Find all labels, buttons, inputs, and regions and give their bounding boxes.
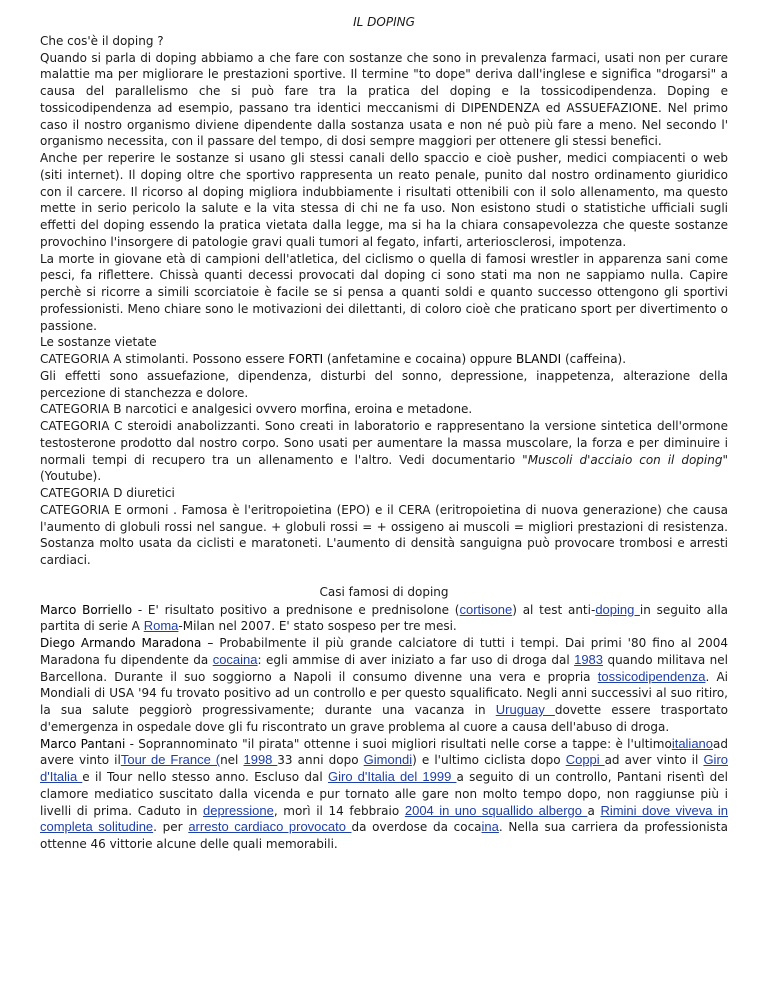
intro-paragraph-2: Anche per reperire le sostanze si usano gli stessi canali dello spaccio e cioè pusher, medici compiacenti o web (siti internet). Il doping oltre che sportivo rappresenta un reato penale, punito dal nostro ordinamento giuridico con il carcere. Il ricorso al doping migliora indubbiamente i risultati ottenibili con il solo allenamento, ma questo mette in serio pericolo la salute e la vita stessa di chi ne fa uso. Non esistono studi o statistiche ufficiali sugli effetti del doping essendo la pratica vietata dalla legge, ma si ha la chiara consapevolezza che queste sostanze provochino l'insorgere di patologie gravi quali tumori al fegato, infarti, arteriosclerosi, impotenza. — [40, 151, 728, 249]
link-giro-d-italia[interactable]: Giro d'Italia — [40, 752, 728, 784]
link-italiano[interactable]: italiano — [671, 735, 714, 751]
maradona-name: Diego Armando Maradona – — [40, 636, 214, 650]
categoria-c-text: CATEGORIA C steroidi anabolizzanti. Sono creati in laboratorio e rappresentano la versione sintetica dell'ormone testosterone prodotto dal nostro corpo. Sono usati per aumentare la massa muscolare, la forza e per diminuire i normali tempi di recupero tra un allenamento e l'altro. Vedi documentario — [40, 419, 728, 467]
categoria-e: CATEGORIA E ormoni . Famosa è l'eritropoietina (EPO) e il CERA (eritropoietina di nuova generazione) che causa l'aumento di globuli rossi nel sangue. + globuli rossi = + ossigeno ai muscoli = migliori prestazioni di resistenza. Sostanza molto usata da ciclisti e maratoneti. L'aumento di densità sanguigna può provocare trombosi e arresti cardiaci. — [40, 502, 728, 567]
text-segment: e il Tour nello stesso anno. Escluso dal — [82, 770, 328, 784]
text-segment: - E' risultato positivo a prednisone e prednisolone ( — [132, 602, 460, 617]
link-1998[interactable]: 1998 — [243, 752, 278, 768]
caso-maradona — [40, 635, 728, 736]
intro-question: Che cos'è il doping ? — [40, 33, 164, 48]
text-segment: a seguito di un controllo, Pantani risentì del clamore mediatico suscitato dalla vicenda e pur tornato alle gare non molto tempo dopo, non raggiunse più i livelli di prima. Caduto in — [40, 770, 729, 818]
categoria-d: CATEGORIA D diuretici — [40, 486, 175, 500]
link-rimini[interactable]: Rimini dove viveva in completa solitudine — [40, 802, 729, 835]
text-segment: nel — [220, 753, 244, 768]
text-segment: . Ai Mondiali di USA '94 fu trovato positivo ad un controllo e per questo squalificato. Negli anni successivi al suo ritiro, la sua salute peggiorò progressivamente; durante una vacanza in — [40, 669, 728, 717]
caso-pantani — [40, 736, 728, 853]
categoria-a — [40, 351, 728, 368]
categoria-a-text-2: (anfetamine e cocaina) oppure — [323, 352, 516, 366]
link-roma[interactable]: Roma — [143, 618, 179, 634]
text-segment: ) al test anti- — [512, 602, 596, 617]
sostanze-heading: Le sostanze vietate — [40, 335, 157, 350]
text-segment: a — [587, 803, 601, 818]
categoria-a-text-3: (caffeina). — [561, 352, 627, 366]
text-segment: ) e l'ultimo ciclista dopo — [412, 753, 566, 768]
text-segment: da overdose da coca — [351, 820, 482, 835]
caso-borriello — [40, 602, 728, 636]
categoria-a-text: . Possono essere — [184, 352, 289, 366]
text-segment: in seguito alla partita di serie A — [40, 602, 729, 634]
text-segment: : egli ammise di aver iniziato a far uso di droga dal — [257, 652, 575, 667]
text-segment: quando militava nel Barcellona. Durante il suo soggiorno a Napoli il consumo divenne una vera e propria — [40, 652, 728, 684]
link-gimondi[interactable]: Gimondi — [363, 752, 413, 768]
text-segment: - Soprannominato "il pirata" ottenne i suoi migliori risultati nelle corse a tappe: è l'ultimo — [125, 736, 672, 751]
link-doping[interactable]: doping — [595, 601, 640, 617]
link-giro-d-italia-1999[interactable]: Giro d'Italia del 1999 — [328, 769, 457, 784]
link-uruguay[interactable]: Uruguay — [495, 702, 555, 717]
link-cortisone[interactable]: cortisone — [459, 601, 513, 617]
text-segment: -Milan nel 2007. E' stato sospeso per tre mesi. — [178, 619, 457, 634]
pantani-name: Marco Pantani — [40, 736, 126, 751]
intro-paragraph-3: La morte in giovane età di campioni dell'atletica, del ciclismo o quella di famosi wrestler in apparenza sani come pesci, fa riflettere. Chissà quanti decessi provocati dal doping ci sono stati ma non ne sappiamo nulla. Capire perchè si ricorre a simili scorciatoie è facile se si pensa a quanti soldi e quanto successo ottengono gli sportivi professionisti. Meno chiare sono le motivazioni dei dilettanti, di coloro cioè che praticano sport per divertimento o passione. — [40, 251, 728, 333]
text-segment: , morì il 14 febbraio — [273, 803, 405, 818]
page-title: IL DOPING — [353, 15, 415, 29]
link-cocaina[interactable]: cocaina — [212, 651, 258, 667]
forti-term: FORTI — [288, 352, 324, 366]
link-tour-de-france[interactable]: Tour de France ( — [120, 752, 221, 768]
link-1983[interactable]: 1983 — [574, 651, 604, 667]
text-segment: . Nella sua carriera da professionista ottenne 46 vittorie alcune delle quali memorabili. — [40, 820, 728, 851]
categoria-a-label: CATEGORIA A stimolanti — [40, 352, 185, 366]
intro-paragraph-1: Quando si parla di doping abbiamo a che fare con sostanze che sono in prevalenza farmaci, usati non per curare malattie ma per migliorare le prestazioni sportive. Il termine "to dope" deriva dall'inglese e significa "drogarsi" a causa del parallelismo che si può fare tra la pratica del doping e la tossicodipendenza. Doping e tossicodipendenza ad esempio, passano tra identici meccanismi di DIPENDENZA ed ASSUEFAZIONE. Nel primo caso il nostro organismo diviene dipendente dalla sostanza usata e non né può più fare a meno. Nel secondo l' organismo necessita, con il passare del tempo, di dosi sempre maggiori per ottenere gli stessi benefici. — [40, 50, 728, 149]
text-segment: 33 anni dopo — [277, 753, 364, 768]
categoria-c — [40, 418, 728, 485]
documentary-title: "Muscoli d'acciaio con il doping" — [522, 452, 728, 467]
blandi-term: BLANDI — [515, 352, 562, 366]
casi-heading: Casi famosi di doping — [319, 584, 449, 599]
effetti-paragraph: Gli effetti sono assuefazione, dipendenza, disturbi del sonno, depressione, inappetenza, alterazione della percezione di stanchezza e dolore. — [40, 368, 728, 400]
text-segment: . per — [153, 820, 189, 835]
text-segment: ad aver vinto il — [604, 753, 704, 768]
link-depressione[interactable]: depressione — [202, 802, 274, 818]
link-arresto-cardiaco[interactable]: arresto cardiaco provocato — [188, 819, 352, 835]
document-page — [40, 14, 728, 853]
link-cocaina-2[interactable]: ina — [481, 819, 499, 835]
text-segment: Probabilmente il più grande calciatore di tutti i tempi. Dai primi '80 fino al 2004 Maradona fu dipendente da — [40, 636, 729, 667]
text-segment: ad avere vinto il — [40, 736, 728, 768]
link-coppi[interactable]: Coppi — [565, 752, 605, 768]
link-2004-albergo[interactable]: 2004 in uno squallido albergo — [404, 802, 588, 818]
borriello-name: Marco Borriello — [40, 602, 133, 617]
categoria-c-post: (Youtube). — [40, 469, 102, 484]
text-segment: dovette essere trasportato d'emergenza in ospedale dove gli fu riscontrato un grave problema al cuore a causa dell'abuso di droga. — [40, 703, 728, 734]
link-tossicodipendenza[interactable]: tossicodipendenza — [597, 668, 706, 684]
categoria-b: CATEGORIA B narcotici e analgesici ovvero morfina, eroina e metadone. — [40, 402, 473, 417]
